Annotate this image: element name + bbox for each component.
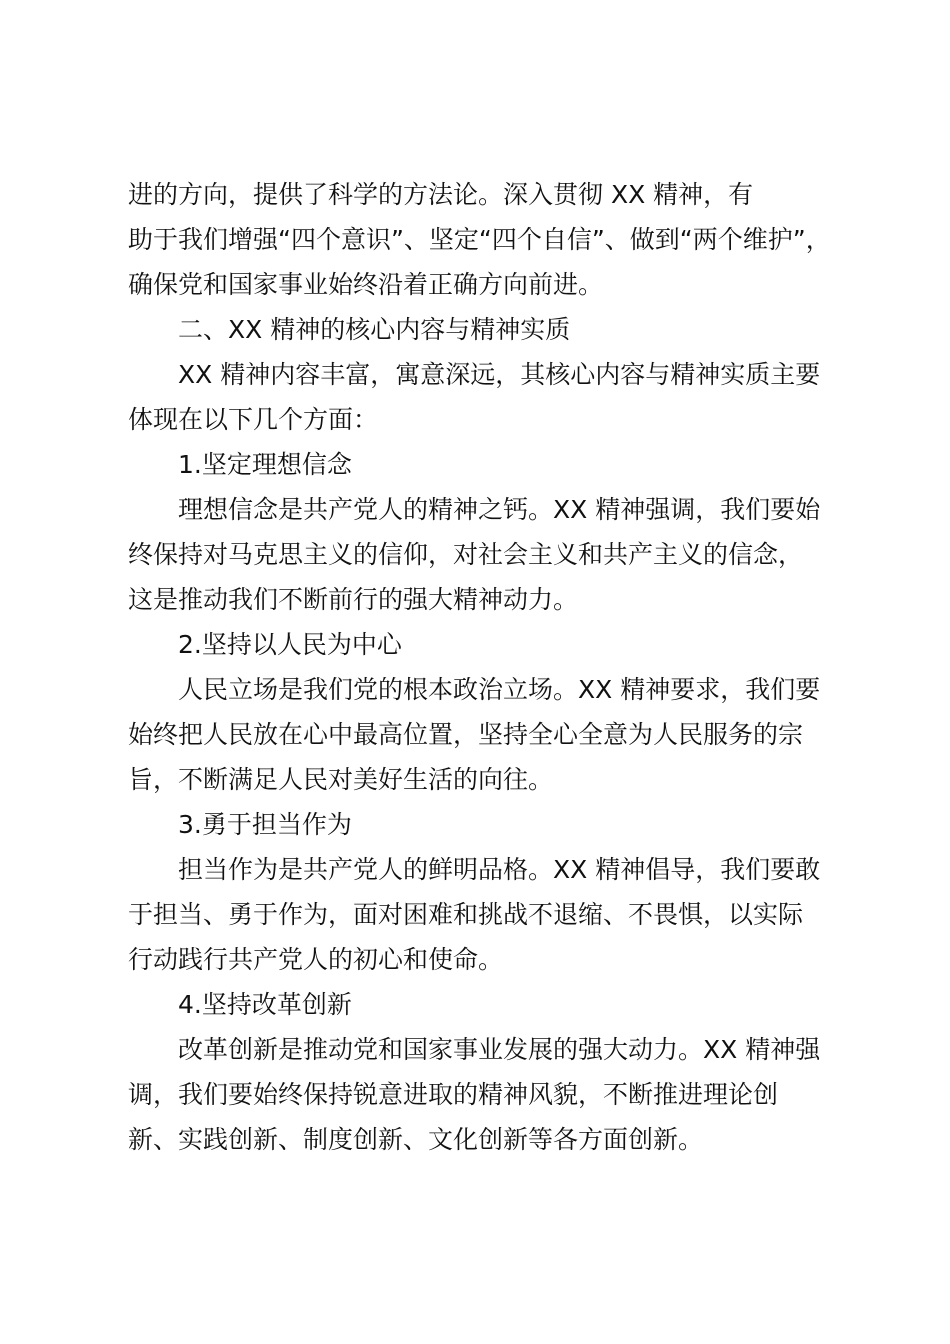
subheading-4	[128, 982, 838, 1027]
text-line: 确保党和国家事业始终沿着正确方向前进。	[128, 270, 604, 299]
text-line: 旨，不断满足人民对美好生活的向往。	[128, 765, 554, 794]
paragraph-3	[128, 847, 838, 982]
subheading-text: 1.坚定理想信念	[178, 450, 352, 479]
text-line: 担当作为是共产党人的鲜明品格。XX 精神倡导，我们要敢	[178, 855, 821, 884]
paragraph-section-intro	[128, 352, 838, 442]
paragraph-2	[128, 667, 838, 802]
paragraph-4	[128, 1027, 838, 1162]
subheading-3	[128, 802, 838, 847]
subheading-text: 4.坚持改革创新	[178, 990, 352, 1019]
text-line: 这是推动我们不断前行的强大精神动力。	[128, 585, 579, 614]
text-line: 始终把人民放在心中最高位置，坚持全心全意为人民服务的宗	[128, 720, 804, 749]
section-heading	[128, 307, 838, 352]
text-line: 助于我们增强“四个意识”、坚定“四个自信”、做到“两个维护”，	[128, 225, 831, 254]
document-body	[128, 172, 838, 1162]
text-line: 改革创新是推动党和国家事业发展的强大动力。XX 精神强	[178, 1035, 821, 1064]
section-heading-text: 二、XX 精神的核心内容与精神实质	[178, 315, 571, 344]
text-line: 于担当、勇于作为，面对困难和挑战不退缩、不畏惧，以实际	[128, 900, 804, 929]
paragraph-intro-continuation	[128, 172, 838, 307]
text-line: XX 精神内容丰富，寓意深远，其核心内容与精神实质主要	[178, 360, 821, 389]
text-line: 进的方向，提供了科学的方法论。深入贯彻 XX 精神，有	[128, 180, 754, 209]
text-line: 调，我们要始终保持锐意进取的精神风貌，不断推进理论创	[128, 1080, 779, 1109]
paragraph-1	[128, 487, 838, 622]
text-line: 体现在以下几个方面：	[128, 405, 379, 434]
subheading-2	[128, 622, 838, 667]
subheading-text: 2.坚持以人民为中心	[178, 630, 402, 659]
text-line: 终保持对马克思主义的信仰，对社会主义和共产主义的信念，	[128, 540, 804, 569]
text-line: 行动践行共产党人的初心和使命。	[128, 945, 504, 974]
text-line: 新、实践创新、制度创新、文化创新等各方面创新。	[128, 1125, 704, 1154]
subheading-1	[128, 442, 838, 487]
text-line: 人民立场是我们党的根本政治立场。XX 精神要求，我们要	[178, 675, 821, 704]
text-line: 理想信念是共产党人的精神之钙。XX 精神强调，我们要始	[178, 495, 821, 524]
subheading-text: 3.勇于担当作为	[178, 810, 352, 839]
